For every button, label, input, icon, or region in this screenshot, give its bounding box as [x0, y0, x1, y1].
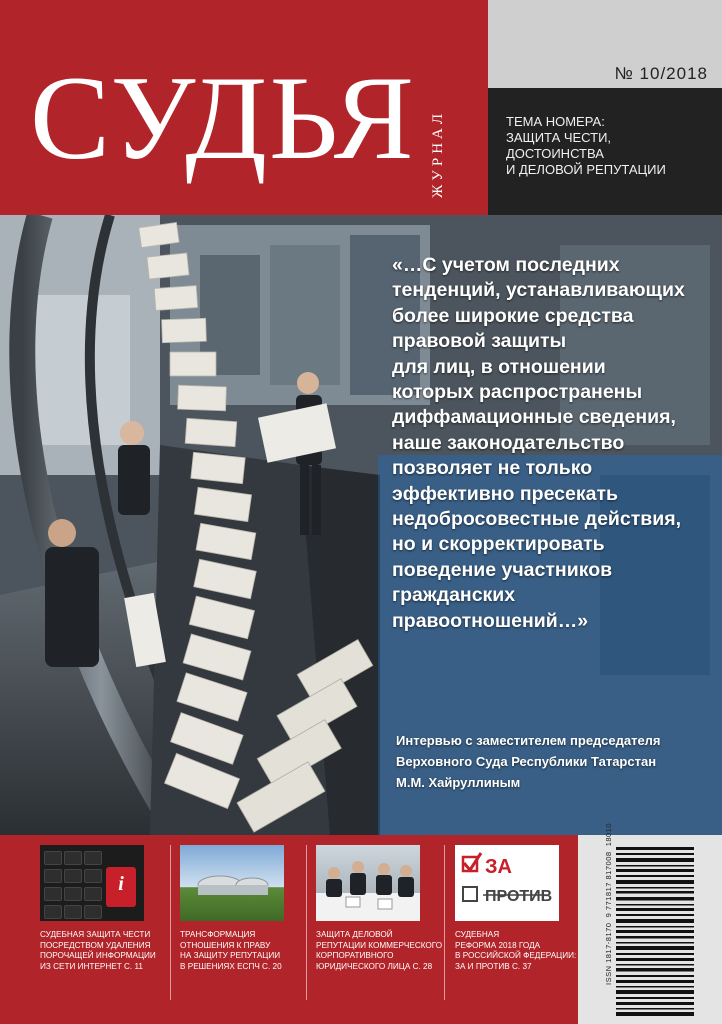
article-caption: ЗАЩИТА ДЕЛОВОЙ РЕПУТАЦИИ КОММЕРЧЕСКОГО КОРПОРАТИВНОГО ЮРИДИЧЕСКОГО ЛИЦА С. 28 — [316, 930, 443, 971]
quote-line: позволяет не только — [392, 457, 593, 480]
vote-for-label: ЗА — [485, 856, 512, 878]
article-teaser-1[interactable] — [40, 845, 160, 972]
article-teaser-4[interactable] — [455, 845, 575, 972]
quote-line: «…С учетом последних — [392, 254, 620, 276]
journal-subtitle — [430, 68, 452, 198]
quote-line: для лиц, в отношении — [392, 355, 606, 378]
quote-line: наше законодательство — [392, 431, 625, 454]
interview-line: М.М. Хайруллиным — [396, 775, 521, 790]
theme-line: ДОСТОИНСТВА — [506, 146, 604, 161]
quote-line: правоотношений…» — [392, 609, 589, 632]
meeting-thumbnail — [316, 845, 420, 921]
article-caption: СУДЕБНАЯ ЗАЩИТА ЧЕСТИ ПОСРЕДСТВОМ УДАЛЕНИЯ ПОРОЧАЩЕЙ ИНФОРМАЦИИ ИЗ СЕТИ ИНТЕРНЕТ С. 11 — [40, 930, 156, 971]
quote-line: но и скорректировать — [392, 533, 605, 556]
quote-line: поведение участников — [392, 558, 613, 581]
issue-theme — [506, 114, 711, 178]
article-teaser-2[interactable] — [180, 845, 300, 972]
quote-line: которых распространены — [392, 381, 643, 404]
feature-quote — [392, 253, 718, 634]
quote-line: эффективно пресекать — [392, 482, 618, 505]
article-teaser-3[interactable] — [316, 845, 443, 972]
interview-line: Интервью с заместителем председателя — [396, 733, 661, 748]
magazine-title: СУДЬЯ — [30, 51, 416, 184]
quote-line: правовой защиты — [392, 330, 567, 353]
keyboard-thumbnail — [40, 845, 144, 921]
vote-against-label: ПРОТИВ — [485, 888, 553, 905]
masthead — [0, 0, 488, 215]
divider — [444, 845, 445, 1000]
quote-line: диффамационные сведения, — [392, 406, 676, 429]
interview-credit — [396, 730, 722, 793]
theme-line: ЗАЩИТА ЧЕСТИ, — [506, 130, 612, 145]
journal-subtitle-text: ЖУРНАЛ — [430, 109, 446, 198]
issn-text: ISSN 1817-8170 9 771817 817008 18010 — [604, 822, 613, 985]
theme-line: И ДЕЛОВОЙ РЕПУТАЦИИ — [506, 162, 666, 177]
court-building-thumbnail — [180, 845, 284, 921]
article-caption: СУДЕБНАЯ РЕФОРМА 2018 ГОДА В РОССИЙСКОЙ ФЕДЕРАЦИИ: ЗА И ПРОТИВ С. 37 — [455, 930, 577, 971]
issue-theme-box — [488, 88, 722, 215]
info-key-icon: i — [106, 867, 136, 907]
issue-box — [488, 0, 722, 88]
barcode-icon — [616, 847, 694, 1017]
issue-number: № 10/2018 — [614, 64, 708, 83]
divider — [306, 845, 307, 1000]
vote-ballot-thumbnail — [455, 845, 559, 921]
quote-line: недобросовестные действия, — [392, 508, 682, 531]
article-caption: ТРАНСФОРМАЦИЯ ОТНОШЕНИЯ К ПРАВУ НА ЗАЩИТУ РЕПУТАЦИИ В РЕШЕНИЯХ ЕСПЧ С. 20 — [180, 930, 282, 971]
interview-line: Верховного Суда Республики Татарстан — [396, 754, 657, 769]
quote-line: тенденций, устанавливающих — [392, 279, 685, 302]
quote-line: гражданских — [392, 584, 516, 607]
quote-line: более широкие средства — [392, 304, 634, 327]
theme-line: ТЕМА НОМЕРА: — [506, 114, 605, 129]
barcode-box — [578, 822, 722, 1024]
divider — [170, 845, 171, 1000]
